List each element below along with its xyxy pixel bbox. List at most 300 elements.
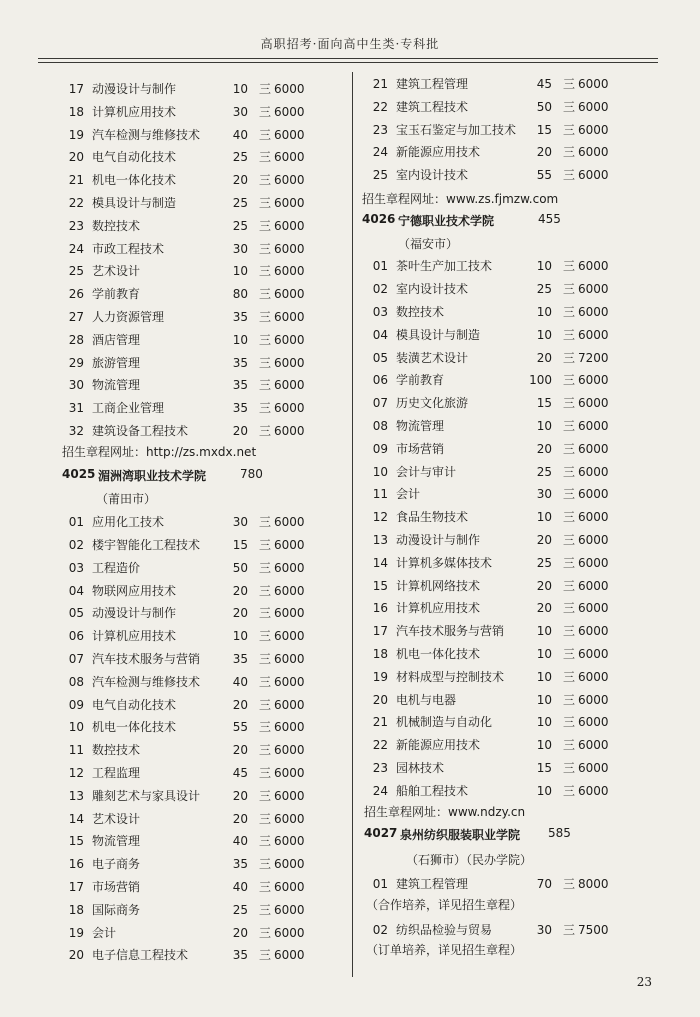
program-name: 新能源应用技术 (396, 145, 481, 160)
program-quota: 45 (536, 77, 552, 91)
program-quota: 25 (232, 196, 248, 210)
program-number: 07 (372, 396, 388, 411)
institution-total: 780 (240, 466, 263, 481)
program-years: 三 (562, 487, 575, 502)
program-quota: 25 (536, 464, 552, 479)
program-number: 20 (68, 150, 84, 165)
program-number: 21 (372, 715, 388, 730)
program-years: 三 (562, 145, 575, 160)
program-years: 三 (258, 880, 271, 894)
program-quota: 10 (536, 419, 552, 433)
program-number: 29 (68, 355, 84, 370)
institution-city: （莆田市） (96, 492, 157, 507)
program-quota: 20 (232, 811, 248, 826)
admission-url: 招生章程网址：http://zs.mxdx.net (62, 444, 257, 459)
program-name: 物流管理 (92, 834, 141, 849)
program-fee: 6000 (578, 441, 609, 456)
program-name: 动漫设计与制作 (92, 606, 177, 621)
program-note: （订单培养，详见招生章程） (366, 943, 523, 958)
program-number: 11 (372, 487, 388, 502)
institution-city: （石狮市）（民办学院） (406, 853, 533, 868)
program-quota: 20 (232, 925, 248, 940)
program-years: 三 (562, 510, 575, 525)
program-number: 01 (372, 259, 388, 274)
program-number: 06 (68, 629, 84, 644)
program-fee: 6000 (274, 788, 305, 803)
program-years: 三 (562, 715, 575, 730)
program-quota: 40 (232, 674, 248, 689)
program-fee: 6000 (274, 925, 305, 940)
program-number: 11 (68, 743, 84, 758)
program-fee: 6000 (274, 218, 305, 233)
program-name: 市场营销 (396, 441, 445, 456)
program-years: 三 (562, 168, 575, 183)
institution-heading (362, 212, 612, 232)
program-years: 三 (258, 743, 271, 758)
program-number: 17 (372, 624, 388, 639)
program-years: 三 (258, 674, 271, 689)
program-quota: 25 (232, 218, 248, 233)
program-quota: 10 (536, 783, 552, 798)
program-fee: 6000 (274, 697, 305, 712)
program-fee: 6000 (274, 355, 305, 370)
program-quota: 20 (536, 533, 552, 547)
program-fee: 6000 (274, 948, 305, 963)
program-quota: 55 (232, 720, 248, 735)
program-years: 三 (258, 332, 271, 347)
program-years: 三 (562, 305, 575, 319)
program-number: 01 (68, 515, 84, 530)
program-fee: 6000 (578, 669, 609, 684)
program-fee: 6000 (578, 99, 609, 114)
program-number: 02 (68, 538, 84, 552)
program-years: 三 (258, 355, 271, 370)
program-name: 模具设计与制造 (396, 327, 481, 342)
program-quota: 100 (529, 373, 552, 388)
program-fee: 6000 (274, 857, 305, 872)
program-quota: 25 (232, 150, 248, 165)
program-number: 25 (372, 168, 388, 183)
program-fee: 6000 (274, 104, 305, 119)
program-name: 室内设计技术 (396, 282, 469, 297)
program-name: 数控技术 (92, 218, 141, 233)
program-quota: 80 (232, 287, 248, 302)
program-fee: 6000 (274, 424, 305, 438)
program-quota: 30 (232, 515, 248, 530)
program-years: 三 (562, 77, 575, 91)
program-name: 学前教育 (396, 373, 445, 388)
program-name: 食品生物技术 (396, 510, 469, 525)
program-fee: 6000 (578, 578, 609, 593)
program-name: 计算机应用技术 (396, 601, 481, 616)
program-quota: 15 (536, 122, 552, 137)
program-fee: 6000 (274, 150, 305, 165)
program-number: 03 (372, 305, 388, 319)
program-fee: 6000 (578, 396, 609, 411)
program-quota: 25 (536, 555, 552, 570)
program-years: 三 (562, 396, 575, 411)
program-number: 19 (372, 669, 388, 684)
header-rule-thin (38, 62, 658, 63)
program-fee: 6000 (578, 327, 609, 342)
program-fee: 6000 (578, 77, 609, 91)
program-quota: 20 (232, 424, 248, 438)
program-years: 三 (258, 811, 271, 826)
program-quota: 10 (536, 647, 552, 661)
program-years: 三 (258, 241, 271, 256)
program-fee: 6000 (274, 902, 305, 917)
program-number: 01 (372, 877, 388, 891)
program-fee: 6000 (274, 560, 305, 575)
program-name: 模具设计与制造 (92, 196, 177, 210)
program-name: 旅游管理 (92, 355, 141, 370)
program-name: 工程监理 (92, 766, 141, 780)
program-years: 三 (562, 464, 575, 479)
program-name: 物流管理 (92, 378, 141, 393)
program-number: 09 (68, 697, 84, 712)
program-fee: 6000 (274, 332, 305, 347)
program-name: 电气自动化技术 (92, 150, 177, 165)
program-fee: 6000 (578, 259, 609, 274)
program-years: 三 (562, 259, 575, 274)
program-quota: 15 (536, 761, 552, 775)
program-name: 艺术设计 (92, 264, 141, 279)
program-years: 三 (258, 583, 271, 598)
program-years: 三 (258, 218, 271, 233)
program-fee: 6000 (578, 510, 609, 525)
program-years: 三 (258, 287, 271, 302)
program-name: 应用化工技术 (92, 515, 165, 530)
program-name: 会计与审计 (396, 464, 457, 479)
program-name: 汽车技术服务与营销 (92, 652, 201, 666)
program-number: 27 (68, 310, 84, 324)
program-number: 17 (68, 880, 84, 894)
institution-code: 4027 (364, 826, 398, 841)
program-name: 材料成型与控制技术 (396, 669, 505, 684)
program-name: 计算机多媒体技术 (396, 555, 493, 570)
program-quota: 35 (232, 355, 248, 370)
program-name: 汽车检测与维修技术 (92, 127, 201, 142)
program-quota: 10 (232, 264, 248, 279)
program-quota: 10 (536, 624, 552, 639)
program-fee: 6000 (578, 647, 609, 661)
program-years: 三 (562, 99, 575, 114)
program-name: 人力资源管理 (92, 310, 165, 324)
program-fee: 8000 (578, 877, 609, 891)
program-quota: 10 (536, 305, 552, 319)
program-name: 电子信息工程技术 (92, 948, 189, 963)
program-fee: 6000 (274, 287, 305, 302)
program-years: 三 (562, 122, 575, 137)
program-quota: 35 (232, 378, 248, 393)
program-quota: 40 (232, 834, 248, 849)
program-years: 三 (258, 378, 271, 393)
program-name: 纺织品检验与贸易 (396, 922, 493, 937)
program-number: 20 (372, 692, 388, 707)
program-number: 05 (372, 350, 388, 365)
program-fee: 6000 (578, 168, 609, 183)
program-fee: 6000 (578, 715, 609, 730)
program-fee: 6000 (274, 378, 305, 393)
program-quota: 25 (536, 282, 552, 297)
program-number: 13 (68, 788, 84, 803)
program-quota: 10 (536, 327, 552, 342)
institution-heading (364, 826, 614, 846)
program-number: 30 (68, 378, 84, 393)
program-quota: 10 (232, 332, 248, 347)
program-number: 16 (372, 601, 388, 616)
program-quota: 20 (536, 350, 552, 365)
program-years: 三 (258, 538, 271, 552)
program-number: 17 (68, 82, 84, 96)
program-number: 04 (372, 327, 388, 342)
program-fee: 6000 (274, 310, 305, 324)
program-number: 24 (372, 783, 388, 798)
program-name: 新能源应用技术 (396, 738, 481, 753)
program-years: 三 (562, 533, 575, 547)
program-years: 三 (258, 515, 271, 530)
program-years: 三 (562, 624, 575, 639)
program-quota: 30 (232, 104, 248, 119)
program-number: 14 (372, 555, 388, 570)
program-quota: 20 (536, 578, 552, 593)
program-name: 船舶工程技术 (396, 783, 469, 798)
program-number: 18 (68, 902, 84, 917)
program-quota: 40 (232, 127, 248, 142)
program-number: 23 (372, 761, 388, 775)
program-name: 汽车检测与维修技术 (92, 674, 201, 689)
program-fee: 6000 (274, 834, 305, 849)
program-name: 机电一体化技术 (92, 720, 177, 735)
program-fee: 6000 (274, 196, 305, 210)
program-name: 工程造价 (92, 560, 141, 575)
program-note: （合作培养，详见招生章程） (366, 897, 523, 912)
program-quota: 10 (232, 82, 248, 96)
program-fee: 6000 (274, 515, 305, 530)
program-number: 24 (68, 241, 84, 256)
program-number: 07 (68, 652, 84, 666)
program-years: 三 (562, 783, 575, 798)
program-name: 国际商务 (92, 902, 141, 917)
program-quota: 20 (232, 788, 248, 803)
program-quota: 35 (232, 310, 248, 324)
program-quota: 25 (232, 902, 248, 917)
program-years: 三 (258, 788, 271, 803)
page-number: 23 (636, 975, 652, 989)
program-name: 市政工程技术 (92, 241, 165, 256)
program-name: 建筑工程技术 (396, 99, 469, 114)
program-quota: 30 (536, 922, 552, 937)
program-years: 三 (562, 327, 575, 342)
program-fee: 6000 (274, 401, 305, 416)
institution-total: 455 (538, 211, 561, 226)
program-number: 23 (372, 122, 388, 137)
program-name: 建筑工程管理 (396, 77, 469, 91)
program-fee: 6000 (578, 305, 609, 319)
program-years: 三 (562, 441, 575, 456)
program-quota: 35 (232, 401, 248, 416)
program-name: 汽车技术服务与营销 (396, 624, 505, 639)
program-number: 04 (68, 583, 84, 598)
program-quota: 30 (232, 241, 248, 256)
program-name: 茶叶生产加工技术 (396, 259, 493, 274)
program-quota: 45 (232, 766, 248, 780)
program-fee: 6000 (578, 783, 609, 798)
program-fee: 6000 (578, 533, 609, 547)
program-years: 三 (258, 720, 271, 735)
program-fee: 6000 (274, 606, 305, 621)
program-number: 08 (68, 674, 84, 689)
program-number: 03 (68, 560, 84, 575)
program-number: 14 (68, 811, 84, 826)
program-years: 三 (562, 922, 575, 937)
program-name: 动漫设计与制作 (396, 533, 481, 547)
program-number: 31 (68, 401, 84, 416)
program-quota: 10 (232, 629, 248, 644)
program-years: 三 (562, 761, 575, 775)
program-name: 电子商务 (92, 857, 141, 872)
program-number: 19 (68, 925, 84, 940)
program-name: 建筑工程管理 (396, 877, 469, 891)
program-name: 雕刻艺术与家具设计 (92, 788, 201, 803)
program-years: 三 (562, 692, 575, 707)
program-years: 三 (258, 629, 271, 644)
program-years: 三 (562, 419, 575, 433)
program-name: 宝玉石鉴定与加工技术 (396, 122, 517, 137)
program-years: 三 (562, 647, 575, 661)
program-fee: 6000 (578, 373, 609, 388)
program-quota: 55 (536, 168, 552, 183)
program-quota: 50 (232, 560, 248, 575)
program-years: 三 (562, 669, 575, 684)
program-years: 三 (258, 902, 271, 917)
program-name: 会计 (92, 925, 117, 940)
program-fee: 6000 (578, 419, 609, 433)
program-quota: 20 (536, 145, 552, 160)
program-name: 市场营销 (92, 880, 141, 894)
program-fee: 6000 (578, 487, 609, 502)
program-fee: 6000 (578, 145, 609, 160)
program-fee: 6000 (274, 652, 305, 666)
program-years: 三 (562, 282, 575, 297)
program-quota: 10 (536, 692, 552, 707)
program-quota: 30 (536, 487, 552, 502)
program-quota: 20 (232, 583, 248, 598)
program-fee: 6000 (578, 738, 609, 753)
program-number: 15 (68, 834, 84, 849)
program-number: 06 (372, 373, 388, 388)
program-years: 三 (562, 877, 575, 891)
program-years: 三 (258, 697, 271, 712)
program-number: 28 (68, 332, 84, 347)
program-number: 12 (372, 510, 388, 525)
program-years: 三 (258, 127, 271, 142)
program-quota: 10 (536, 259, 552, 274)
program-fee: 6000 (274, 82, 305, 96)
program-name: 计算机网络技术 (396, 578, 481, 593)
program-fee: 6000 (578, 122, 609, 137)
program-years: 三 (258, 264, 271, 279)
program-name: 数控技术 (92, 743, 141, 758)
institution-total: 585 (548, 826, 571, 841)
program-number: 16 (68, 857, 84, 872)
program-name: 会计 (396, 487, 421, 502)
program-name: 机电一体化技术 (396, 647, 481, 661)
program-quota: 10 (536, 669, 552, 684)
program-fee: 6000 (274, 173, 305, 188)
program-name: 室内设计技术 (396, 168, 469, 183)
program-fee: 7500 (578, 922, 609, 937)
program-name: 学前教育 (92, 287, 141, 302)
program-name: 物联网应用技术 (92, 583, 177, 598)
program-number: 23 (68, 218, 84, 233)
program-years: 三 (258, 424, 271, 438)
program-name: 数控技术 (396, 305, 445, 319)
program-name: 动漫设计与制作 (92, 82, 177, 96)
program-fee: 6000 (274, 583, 305, 598)
program-name: 装潢艺术设计 (396, 350, 469, 365)
program-name: 酒店管理 (92, 332, 141, 347)
program-number: 05 (68, 606, 84, 621)
program-quota: 50 (536, 99, 552, 114)
program-number: 25 (68, 264, 84, 279)
program-quota: 20 (232, 606, 248, 621)
program-number: 09 (372, 441, 388, 456)
institution-code: 4025 (62, 466, 96, 481)
program-quota: 35 (232, 652, 248, 666)
admission-url: 招生章程网址：www.ndzy.cn (364, 804, 526, 819)
program-years: 三 (562, 578, 575, 593)
program-number: 22 (68, 196, 84, 210)
program-quota: 15 (536, 396, 552, 411)
program-number: 10 (372, 464, 388, 479)
program-fee: 6000 (274, 127, 305, 142)
program-years: 三 (258, 857, 271, 872)
program-name: 计算机应用技术 (92, 629, 177, 644)
institution-heading (62, 467, 312, 487)
program-name: 机械制造与自动化 (396, 715, 493, 730)
program-number: 08 (372, 419, 388, 433)
program-fee: 6000 (274, 743, 305, 758)
program-quota: 35 (232, 948, 248, 963)
program-number: 24 (372, 145, 388, 160)
program-years: 三 (562, 350, 575, 365)
program-quota: 20 (232, 173, 248, 188)
program-fee: 6000 (578, 624, 609, 639)
program-name: 楼宇智能化工程技术 (92, 538, 201, 552)
program-years: 三 (258, 834, 271, 849)
program-name: 机电一体化技术 (92, 173, 177, 188)
program-fee: 6000 (578, 761, 609, 775)
program-name: 电机与电器 (396, 692, 457, 707)
program-years: 三 (562, 738, 575, 753)
page-header: 高职招考·面向高中生类·专科批 (260, 37, 440, 51)
program-fee: 6000 (274, 811, 305, 826)
program-quota: 20 (232, 743, 248, 758)
program-quota: 70 (536, 877, 552, 891)
program-number: 13 (372, 533, 388, 547)
program-years: 三 (562, 601, 575, 616)
admission-url: 招生章程网址：www.zs.fjmzw.com (362, 192, 559, 206)
program-years: 三 (258, 196, 271, 210)
program-quota: 40 (232, 880, 248, 894)
program-years: 三 (258, 766, 271, 780)
program-fee: 6000 (578, 555, 609, 570)
institution-city: （福安市） (398, 236, 459, 251)
program-number: 22 (372, 99, 388, 114)
program-fee: 6000 (274, 720, 305, 735)
program-years: 三 (258, 652, 271, 666)
